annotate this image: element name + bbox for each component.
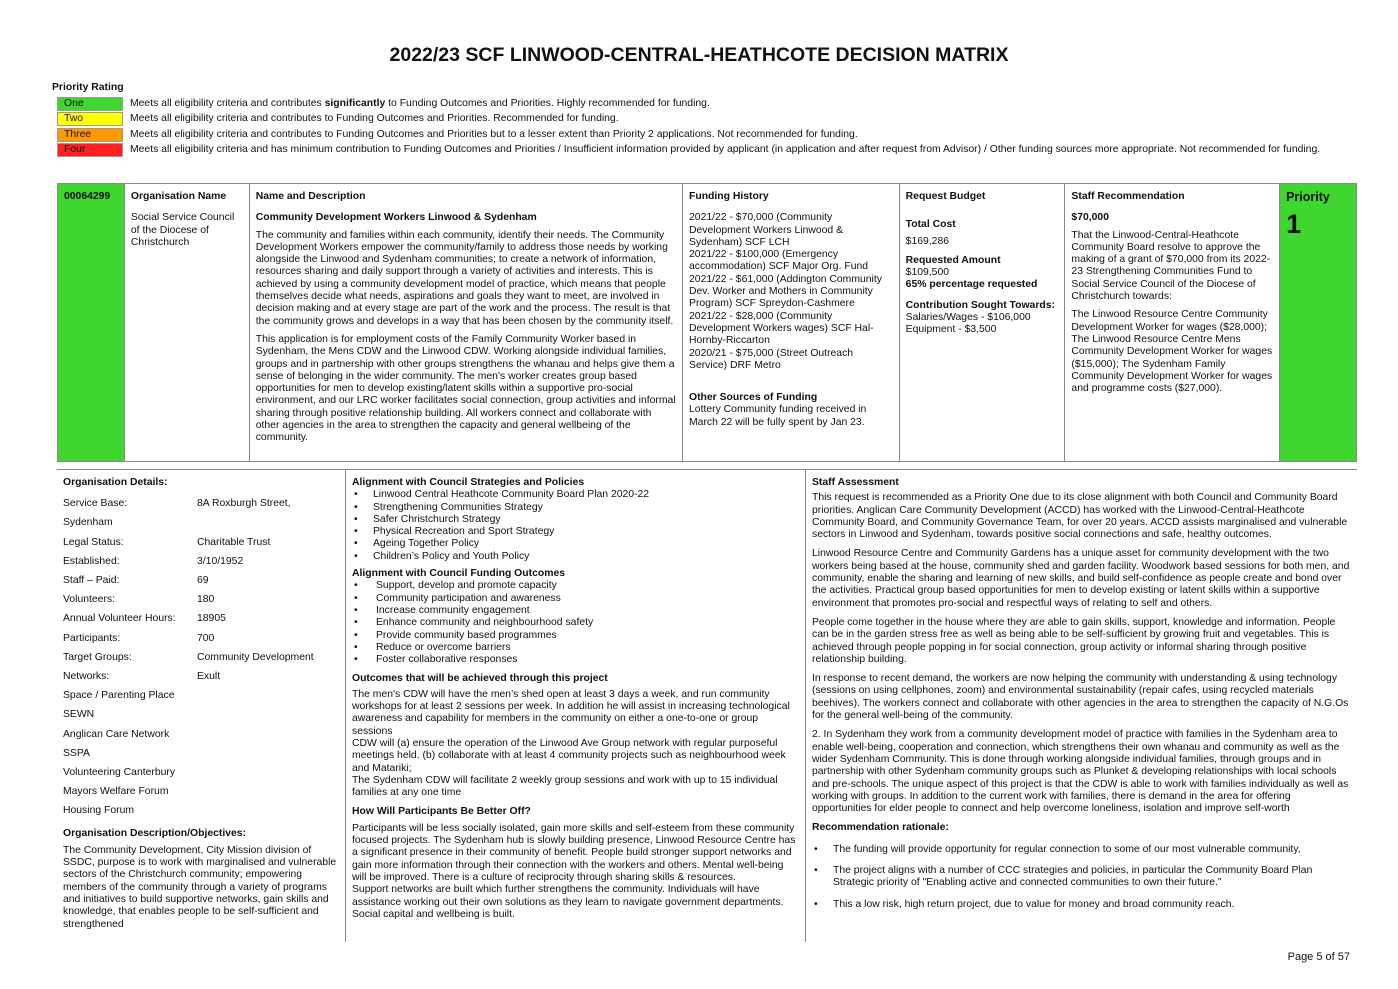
total-cost-label: Total Cost bbox=[905, 219, 956, 231]
priority-rating-swatch: Three bbox=[57, 128, 123, 142]
detail-row bbox=[63, 690, 339, 709]
priority-rating-description bbox=[130, 129, 1330, 141]
contribution-sought-label: Contribution Sought Towards: bbox=[905, 299, 1055, 311]
rationale-heading: Recommendation rationale: bbox=[812, 822, 949, 834]
assessment-paragraph: Linwood Resource Centre and Community Gardens has a unique asset for community development with the two workers being based at the house, community shed and garden facility. Woodwork based sessions for both men, and community, enable the sharing and learning of new skills, and build self-confidence as people create and bond over the activities. Practical group based opportunities for men to develop existing or latent skills within a supportive environment that promotes pro-social and respectful ways of relating to self and others. bbox=[812, 548, 1350, 609]
other-sources-text: Lottery Community funding received in March 22 will be fully spent by Jan 23. bbox=[689, 404, 867, 428]
detail-value: 18905 bbox=[197, 613, 226, 625]
detail-row bbox=[63, 498, 339, 517]
detail-row bbox=[63, 594, 339, 613]
description-header: Name and Description bbox=[255, 191, 366, 202]
organisation-name: Social Service Council of the Diocese of Christchurch bbox=[130, 212, 235, 248]
detail-label: Service Base: bbox=[63, 498, 128, 510]
detail-row bbox=[63, 613, 339, 632]
organisation-details-column bbox=[57, 470, 346, 942]
project-name: Community Development Workers Linwood & Sydenham bbox=[255, 212, 537, 224]
priority-rating-emphasis: significantly bbox=[324, 98, 386, 109]
detail-row bbox=[63, 575, 339, 594]
staff-recommendation-header: Staff Recommendation bbox=[1071, 191, 1185, 202]
priority-rating-swatch: Four bbox=[57, 143, 123, 157]
requested-amount-value: $109,500 bbox=[905, 267, 950, 279]
list-item: • Physical Recreation and Sport Strategy bbox=[352, 526, 799, 538]
list-item: • Reduce or overcome barriers bbox=[352, 642, 799, 654]
detail-label: Mayors Welfare Forum bbox=[63, 786, 169, 798]
detail-row bbox=[63, 709, 339, 728]
detail-label: Established: bbox=[63, 555, 120, 567]
detail-row bbox=[63, 652, 339, 671]
detail-value: 180 bbox=[197, 594, 215, 606]
list-item: • Provide community based programmes bbox=[352, 630, 799, 642]
list-item: • Increase community engagement bbox=[352, 605, 799, 617]
list-item: • Support, develop and promote capacity bbox=[352, 580, 799, 592]
detail-value: Community Development bbox=[197, 651, 314, 663]
priority-rating-row bbox=[57, 128, 123, 142]
priority-rating-text: Meets all eligibility criteria and contributes to Funding Outcomes and Priorities but to a lesser extent than Priority 2 applications. Not recommended for funding. bbox=[130, 129, 858, 140]
list-item: • Linwood Central Heathcote Community Board Plan 2020-22 bbox=[352, 489, 799, 501]
detail-label: Sydenham bbox=[63, 517, 113, 529]
detail-label: Annual Volunteer Hours: bbox=[63, 613, 176, 625]
detail-row bbox=[63, 748, 339, 767]
detail-row bbox=[63, 786, 339, 805]
detail-label: SSPA bbox=[63, 747, 90, 759]
priority-rating-row bbox=[57, 143, 123, 157]
detail-value: 8A Roxburgh Street, bbox=[197, 498, 291, 510]
funding-history-list: 2021/22 - $70,000 (Community Development Workers Linwood & Sydenham) SCF LCH 2021/22 - $100,000 (Emergency accommodation) SCF Major Org. Fund 2021/22 - $61,000 (Addington Community Dev. Worker and Mothers in Community Program) SCF Spreydon-Cashmere 2021/22 - $28,000 (Community Development Workers wages) SCF Hal-Hornby-Riccarton 2020/21 - $75,000 (Street Outreach Service) DRF Metro bbox=[689, 212, 882, 371]
detail-row bbox=[63, 671, 339, 690]
priority-cell bbox=[1280, 184, 1356, 461]
page-number: Page 5 of 57 bbox=[1287, 951, 1350, 963]
list-item: • The funding will provide opportunity for regular connection to some of our most vulnerable community, bbox=[812, 844, 1351, 856]
project-outcomes-text: The men's CDW will have the men’s shed open at least 3 days a week, and run community workshops for at least 2 sessions per week. In addition he will assist in increasing technological awareness and capability for members in the community on either a one-to-one or group sessions CDW will (a) ensure the operation of the Linwood Ave Group network with regular purposeful meetings held. (b) collaborate with at least 4 community projects such as neighbourhood week and Matariki; The Sydenham CDW will facilitate 2 weekly group sessions and work with up to 15 individual families at any one time bbox=[352, 688, 790, 799]
detail-row bbox=[63, 767, 339, 786]
list-item: • This a low risk, high return project, due to value for money and broad community reach. bbox=[812, 899, 1351, 911]
list-item: • Strengthening Communities Strategy bbox=[352, 502, 799, 514]
better-off-text: Participants will be less socially isolated, gain more skills and self-esteem from these community focused projects. The Sydenham hub is slowly building presence, Linwood Resource Centre has a significant presence in their community of benefit. People build stronger support networks and gain more information through their connection with the workers and others. Mental well-being will be improved. There is a culture of reciprocity through sharing skills & resources. Support networks are built which further strengthens the community. Individuals will have assistance working out their own solutions as they learn to navigate government departments. Social capital and wellbeing is built. bbox=[352, 822, 796, 920]
application-row bbox=[57, 183, 1357, 462]
detail-label: Space / Parenting Place bbox=[63, 690, 175, 702]
other-sources-header: Other Sources of Funding bbox=[689, 392, 818, 404]
detail-label: Participants: bbox=[63, 632, 121, 644]
list-item: • Safer Christchurch Strategy bbox=[352, 514, 799, 526]
application-id-cell bbox=[58, 184, 125, 461]
rationale-list bbox=[812, 844, 1351, 911]
priority-rating-description bbox=[130, 113, 1330, 125]
funding-history-header: Funding History bbox=[689, 191, 769, 202]
details-section bbox=[57, 469, 1357, 942]
staff-assessment-column bbox=[806, 470, 1357, 942]
detail-label: Staff – Paid: bbox=[63, 575, 120, 587]
priority-rating-row bbox=[57, 112, 123, 126]
project-outcomes-heading: Outcomes that will be achieved through this project bbox=[352, 673, 608, 685]
recommended-amount: $70,000 bbox=[1071, 212, 1109, 224]
organisation-cell bbox=[125, 184, 250, 461]
contribution-sought-item: Equipment - $3,500 bbox=[905, 324, 997, 336]
organisation-header: Organisation Name bbox=[130, 191, 227, 202]
assessment-paragraph: This request is recommended as a Priority One due to its close alignment with both Council and Community Board priorities. Anglican Care Community Development (ACCD) has worked with the Linwood-Central-Heathcote Community Board, and Community Governance Team, for over 20 years. ACCD assists marginalised and vulnerable sectors in Linwood and Sydenham, towards positive social connections and safe, healthy outcomes. bbox=[812, 492, 1348, 541]
detail-label: Target Groups: bbox=[63, 651, 132, 663]
better-off-heading: How Will Participants Be Better Off? bbox=[352, 806, 531, 818]
staff-assessment-text bbox=[812, 492, 1351, 815]
assessment-paragraph: People come together in the house where they are able to gain skills, support, knowledge and information. People can be in the garden stress free as well as being able to be self-sufficient by growing fruit and vegetables. This is achieved through people popping in for social connection, group activity or informal sharing through positive relationship building. bbox=[812, 616, 1336, 665]
detail-value: Exult bbox=[197, 670, 221, 682]
contribution-sought-item: Salaries/Wages - $106,000 bbox=[905, 312, 1031, 324]
detail-row bbox=[63, 537, 339, 556]
detail-value: 700 bbox=[197, 632, 215, 644]
priority-rating-text: Meets all eligibility criteria and contributes bbox=[130, 98, 325, 109]
detail-value: 69 bbox=[197, 575, 209, 587]
detail-value: Charitable Trust bbox=[197, 536, 271, 548]
staff-assessment-heading: Staff Assessment bbox=[812, 477, 899, 488]
detail-label: Networks: bbox=[63, 670, 110, 682]
list-item: • Community participation and awareness bbox=[352, 593, 799, 605]
description-paragraph-2: This application is for employment costs of the Family Community Worker based in Sydenham, the Mens CDW and the Linwood CDW. Working alongside individual families, groups and in partnership with other groups strengthens the whanau and helps give them a sense of belonging in the wider community. The men’s worker creates group based opportunities for men to develop existing/latent skills within a supportive pro-social environment, and our LRC worker facilitates social connection, group activities and informal sharing through positive relationship building. All workers connect and collaborate with other agencies in the area to strengthen the capacity and general wellbeing of the community. bbox=[255, 333, 676, 444]
funding-outcomes-heading: Alignment with Council Funding Outcomes bbox=[352, 568, 565, 580]
priority-value: 1 bbox=[1286, 209, 1302, 240]
funding-history-cell bbox=[683, 184, 900, 461]
detail-row bbox=[63, 805, 339, 824]
requested-amount-label: Requested Amount bbox=[905, 254, 1001, 266]
list-item: • The project aligns with a number of CCC strategies and policies, in particular the Community Board Plan Strategic priority of "Enabling active and connected communities to own their future." bbox=[812, 865, 1351, 890]
staff-recommendation-paragraph-1: That the Linwood-Central-Heathcote Community Board resolve to approve the making of a grant of $70,000 from its 2022-23 Strengthening Communities Fund to Social Service Council of the Diocese of Christchurch towards: bbox=[1071, 229, 1271, 303]
percentage-requested: 65% percentage requested bbox=[905, 279, 1038, 291]
priority-rating-swatch: One bbox=[57, 97, 123, 111]
detail-row bbox=[63, 517, 339, 536]
detail-row bbox=[63, 556, 339, 575]
strategies-heading: Alignment with Council Strategies and Policies bbox=[352, 477, 585, 488]
priority-rating-text: to Funding Outcomes and Priorities. Highly recommended for funding. bbox=[385, 98, 710, 109]
request-budget-cell bbox=[900, 184, 1066, 461]
detail-row bbox=[63, 633, 339, 652]
strategies-list bbox=[352, 489, 799, 563]
detail-label: Volunteers: bbox=[63, 594, 115, 606]
total-cost-value: $169,286 bbox=[905, 235, 950, 247]
application-id: 00064299 bbox=[64, 191, 111, 202]
detail-label: Volunteering Canterbury bbox=[63, 766, 176, 778]
staff-recommendation-paragraph-2: The Linwood Resource Centre Community Development Worker for wages ($28,000); The Linwood Resource Centre Mens Community Development Worker for wages ($15,000); The Sydenham Family Community Development Worker for wages and programme costs ($27,000). bbox=[1071, 309, 1273, 395]
organisation-description-heading: Organisation Description/Objectives: bbox=[63, 828, 247, 840]
detail-value: 3/10/1952 bbox=[197, 555, 244, 567]
detail-row bbox=[63, 729, 339, 748]
page-title: 2022/23 SCF LINWOOD-CENTRAL-HEATHCOTE DECISION MATRIX bbox=[389, 44, 1009, 66]
list-item: • Ageing Together Policy bbox=[352, 538, 799, 550]
detail-label: Anglican Care Network bbox=[63, 728, 170, 740]
list-item: • Children’s Policy and Youth Policy bbox=[352, 551, 799, 563]
detail-label: Legal Status: bbox=[63, 536, 124, 548]
request-budget-header: Request Budget bbox=[905, 191, 986, 202]
list-item: • Foster collaborative responses bbox=[352, 654, 799, 666]
detail-label: Housing Forum bbox=[63, 805, 135, 817]
priority-rating-row bbox=[57, 97, 123, 111]
list-item: • Enhance community and neighbourhood safety bbox=[352, 617, 799, 629]
alignment-column bbox=[346, 470, 806, 942]
organisation-details-list bbox=[63, 498, 339, 824]
priority-rating-text: Meets all eligibility criteria and contributes to Funding Outcomes and Priorities. Recommended for funding. bbox=[130, 113, 619, 124]
detail-label: SEWN bbox=[63, 709, 95, 721]
funding-outcomes-list bbox=[352, 580, 799, 666]
priority-rating-description bbox=[130, 98, 1330, 110]
staff-recommendation-cell bbox=[1065, 184, 1280, 461]
organisation-description-text: The Community Development, City Mission division of SSDC, purpose is to work with marginalised and vulnerable sectors of the Christchurch community; empowering members of the community through a variety of programs and initiatives to build supportive networks, gain skills and knowledge, that enables people to be self-sufficient and strengthened bbox=[63, 844, 337, 930]
description-cell bbox=[250, 184, 683, 461]
description-paragraph-1: The community and families within each community, identify their needs. The Community Development Workers empower the community/family to address those needs by working alongside the Linwood and Sydenham communities; to create a network of information, resources sharing and daily support through a variety of activities and interests. This is achieved by using a community development model of practice, which means that people themselves decide what needs, aspirations and goals they want to meet, are involved in decision making and at every stage are part of the work and the process. The result is that the community grows and develops in a way that has been chosen by the community itself. bbox=[255, 229, 674, 327]
assessment-paragraph: 2. In Sydenham they work from a community development model of practice with families in the Sydenham area to enable well-being, cooperation and connection, which strengthens their own whanau and community as well as the wider Sydenham Community. This is done through working alongside individual families, through groups and in partnership with other Sydenham community groups such as Plunket & developing relationships with local schools and pre-schools. The unique aspect of this project is that the CDW is able to work with families individually as well as working with groups. In addition to the current work with families, there is demand in the area for offering opportunities for elder people to connect and help overcome loneliness, isolation and improve self-worth bbox=[812, 729, 1349, 815]
organisation-details-heading: Organisation Details: bbox=[63, 477, 168, 488]
priority-header: Priority bbox=[1286, 190, 1330, 204]
assessment-paragraph: In response to recent demand, the workers are now helping the community with understanding & using technology (sessions on using cellphones, zoom) and environmental sustainability (repair cafes, using recycled materials beehives). The workers connect and collaborate with other agencies in the area to strengthen the capacity of N.G.Os for the general well-being of the community. bbox=[812, 673, 1349, 722]
priority-rating-heading: Priority Rating bbox=[52, 82, 124, 93]
priority-rating-description bbox=[130, 144, 1330, 156]
priority-rating-swatch: Two bbox=[57, 112, 123, 126]
priority-rating-text: Meets all eligibility criteria and has minimum contribution to Funding Outcomes and Priorities / Insufficient information provided by applicant (in application and after request from Advisor) / Other funding sources more appropriate. Not recommended for funding. bbox=[130, 144, 1321, 155]
